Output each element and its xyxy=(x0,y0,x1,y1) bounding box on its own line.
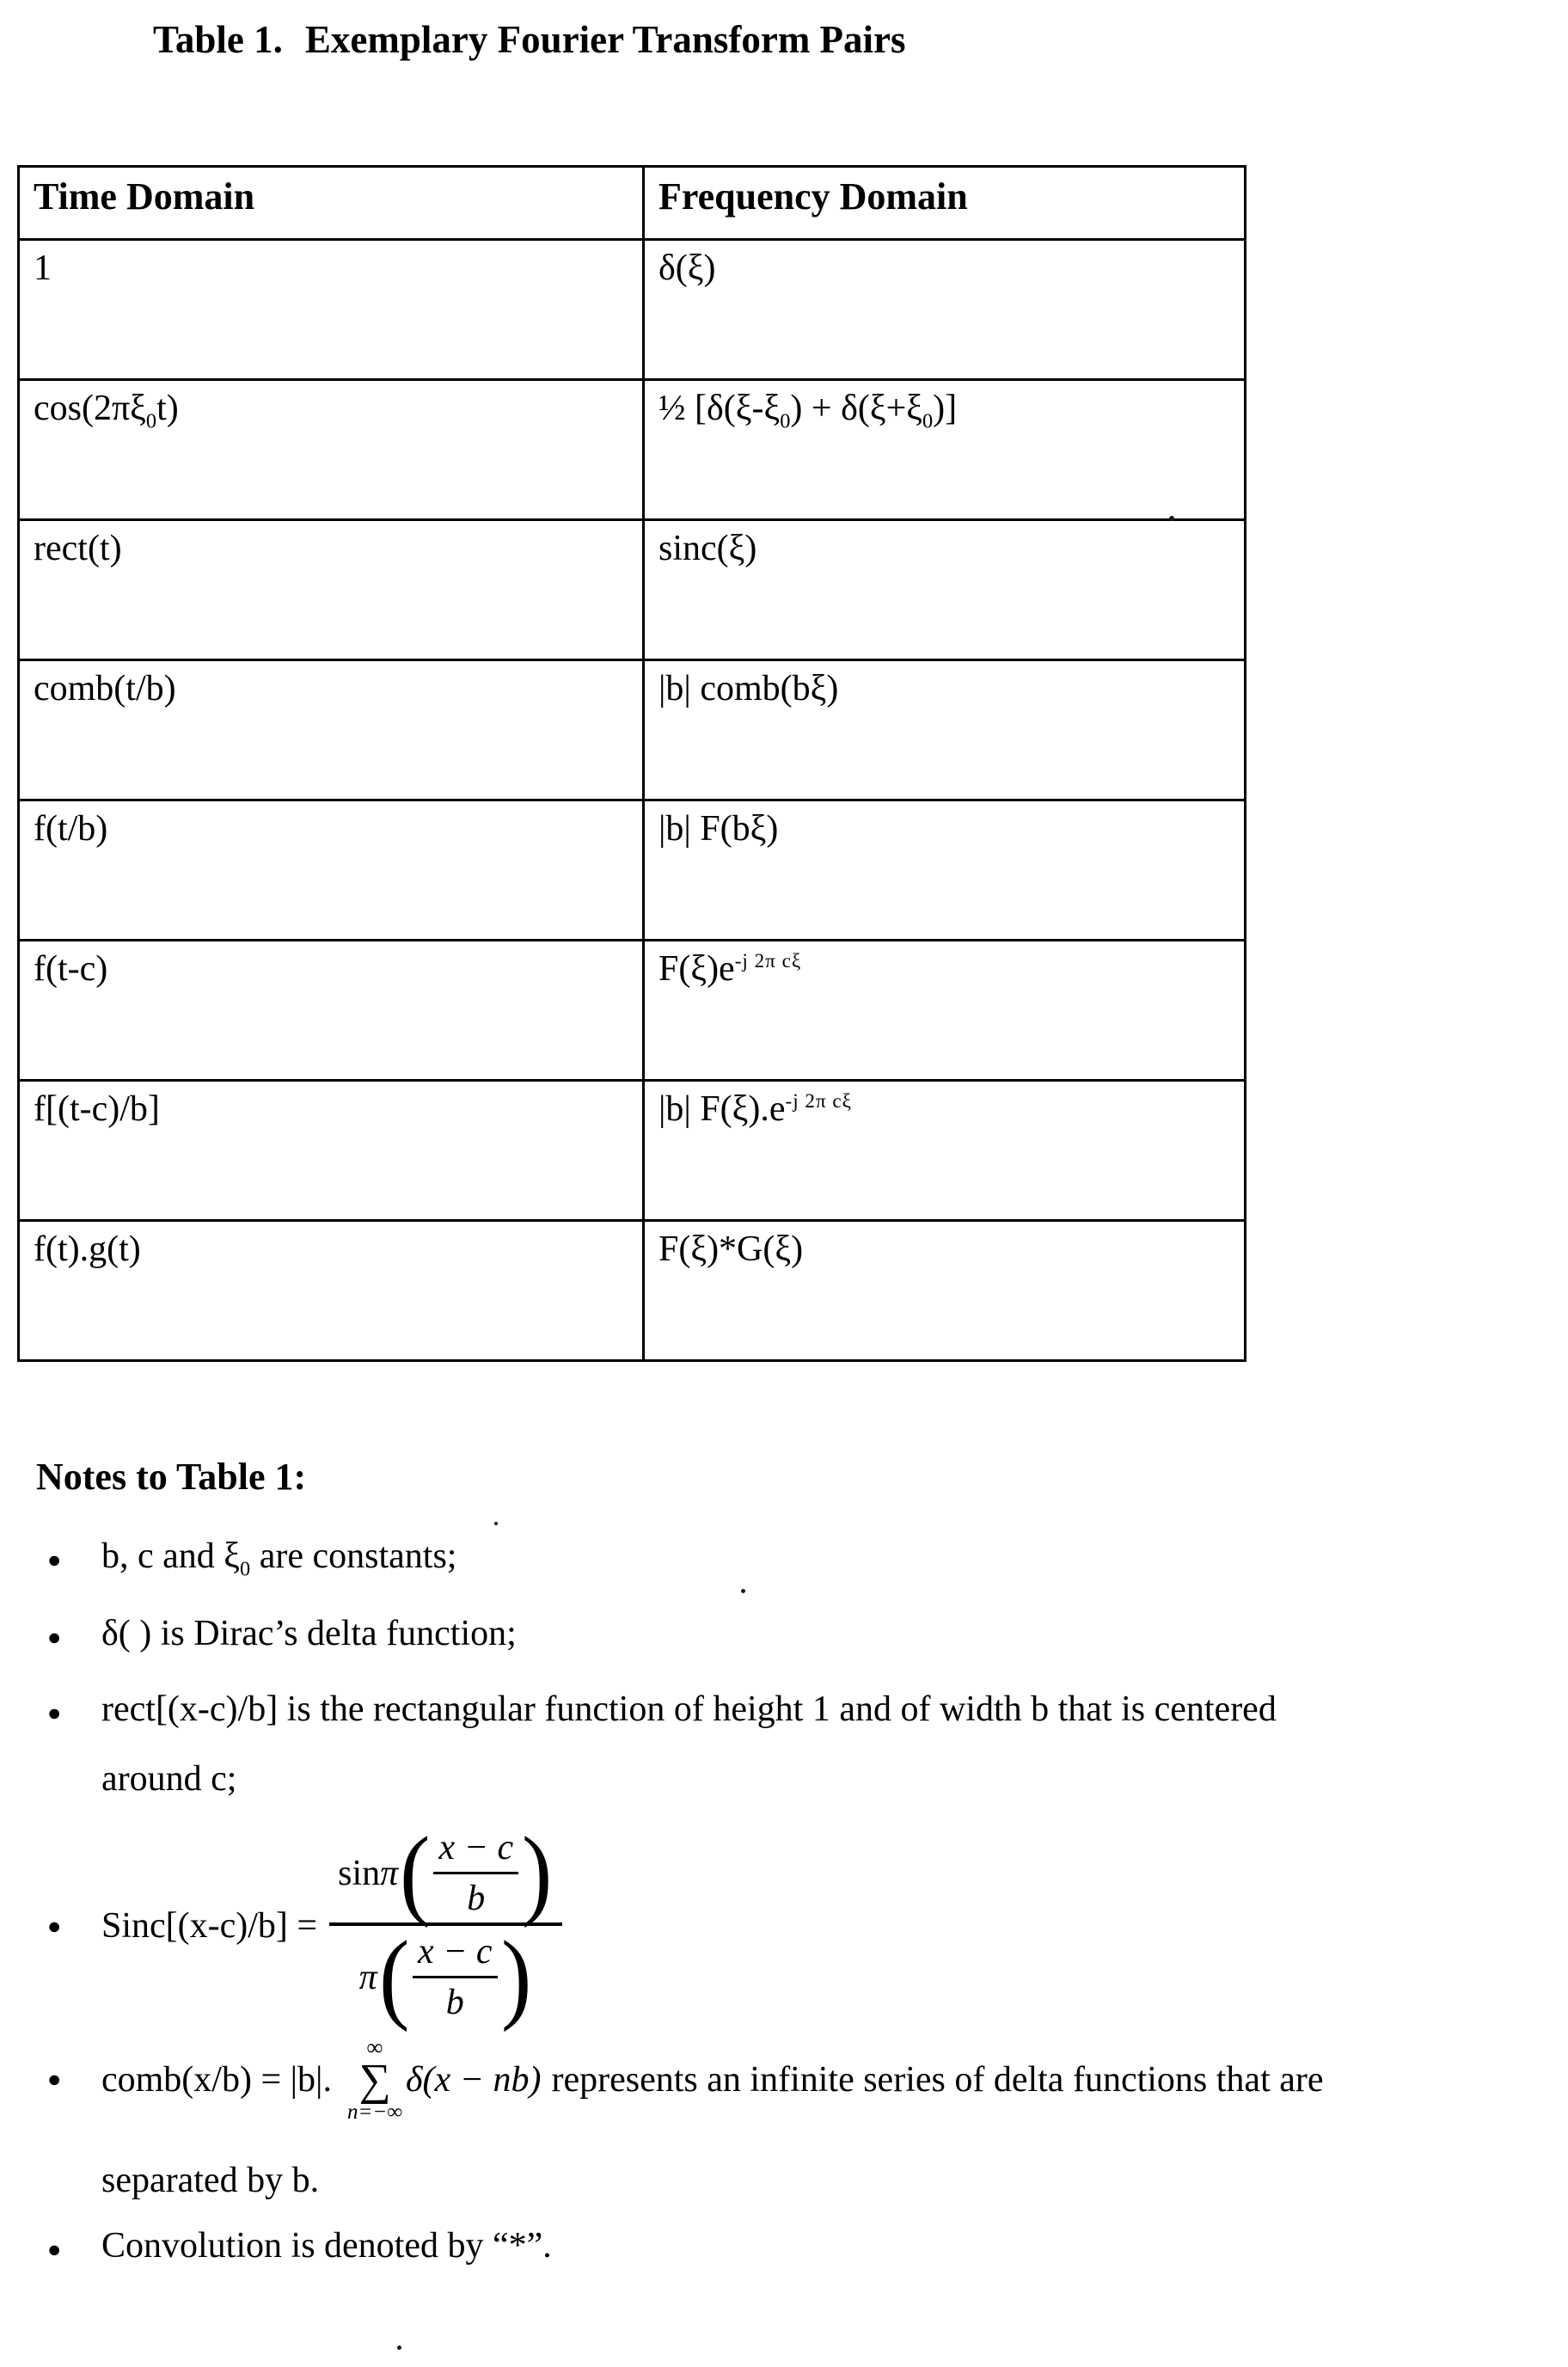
left-paren: ( xyxy=(400,1816,431,1929)
note-text: δ( ) is Dirac’s delta function; xyxy=(101,1614,517,1653)
bullet-icon: ● xyxy=(47,1912,62,1939)
frequency-domain-cell: ½ $[\delta(\xi-\xi_0) + \delta(\xi+\xi_0)]$ xyxy=(644,380,1246,520)
table-row xyxy=(19,1221,1246,1361)
table-row xyxy=(19,380,1246,520)
table-row xyxy=(19,800,1246,941)
page-title xyxy=(153,17,906,62)
table-row xyxy=(19,520,1246,660)
note-dirac-delta xyxy=(47,1613,517,1661)
col-header-time-domain: Time Domain xyxy=(19,167,644,240)
table-header-row xyxy=(19,167,1246,240)
right-paren: ) xyxy=(500,1920,531,2033)
frequency-domain-cell: $F(\xi)e^{-j 2\pi c\xi}$ xyxy=(644,941,1246,1081)
time-domain-cell: f(t).g(t) xyxy=(19,1221,644,1361)
comb-lhs: comb(x/b) = |b|. xyxy=(101,2059,332,2100)
frequency-domain-cell: |b| $F(\xi).e^{-j 2\pi c\xi}$ xyxy=(644,1081,1246,1221)
scan-speck-artifact xyxy=(397,2346,401,2350)
note-text: Convolution is denoted by “*”. xyxy=(101,2226,552,2266)
col-header-frequency-domain: Frequency Domain xyxy=(644,167,1246,240)
frequency-domain-cell: |b| F(bξ) xyxy=(644,800,1246,941)
inner-fraction: x − c b xyxy=(433,1827,518,1919)
bullet-icon: ● xyxy=(47,1624,62,1650)
table-caption-number: Table 1. xyxy=(153,18,283,61)
left-paren: ( xyxy=(378,1920,409,2033)
table-caption-text: Exemplary Fourier Transform Pairs xyxy=(304,18,906,61)
note-convolution xyxy=(47,2225,552,2273)
delta-series-term: δ(x − nb) xyxy=(406,2059,542,2100)
sum-upper-limit: ∞ xyxy=(366,2034,383,2060)
note-text: represents an infinite series of delta functions that are xyxy=(551,2059,1324,2100)
note-comb-definition xyxy=(47,2036,1324,2123)
note-line-1: rect[(x-c)/b] is the rectangular function of height 1 and of width b that is centered xyxy=(101,1689,1277,1729)
frequency-domain-cell: |b| comb(bξ) xyxy=(644,660,1246,800)
time-domain-cell: rect(t) xyxy=(19,520,644,660)
table-row xyxy=(19,240,1246,380)
note-text xyxy=(101,1689,1277,1800)
note-rect-function xyxy=(47,1689,1277,1800)
table-row xyxy=(19,660,1246,800)
note-sinc-definition xyxy=(47,1816,562,2033)
time-domain-cell: f(t-c) xyxy=(19,941,644,1081)
right-paren: ) xyxy=(522,1816,553,1929)
scan-speck-artifact xyxy=(741,1589,745,1593)
note-comb-line-2: separated by b. xyxy=(101,2161,320,2200)
table-row xyxy=(19,1081,1246,1221)
fourier-pairs-table xyxy=(17,165,1246,1362)
note-text: b, c and $\xi_0$ are constants; xyxy=(101,1536,457,1581)
frequency-domain-cell: δ(ξ) xyxy=(644,240,1246,380)
sinc-lhs: Sinc[(x-c)/b] = xyxy=(101,1906,318,1946)
time-domain-cell: $\cos(2\pi\xi_0t)$ xyxy=(19,380,644,520)
time-domain-cell: f(t/b) xyxy=(19,800,644,941)
sinc-numerator: sin π ( x − c b ) xyxy=(338,1816,553,1929)
sum-lower-limit: n=−∞ xyxy=(346,2100,403,2125)
inner-fraction: x − c b xyxy=(413,1931,498,2023)
scan-speck-artifact xyxy=(494,1522,498,1525)
time-domain-cell: f[(t-c)/b] xyxy=(19,1081,644,1221)
table-row xyxy=(19,941,1246,1081)
sinc-fraction xyxy=(329,1816,562,2033)
note-line-2: around c; xyxy=(101,1759,237,1799)
time-domain-cell: 1 xyxy=(19,240,644,380)
note-constants xyxy=(47,1536,456,1584)
time-domain-cell: comb(t/b) xyxy=(19,660,644,800)
frequency-domain-cell: F(ξ)*G(ξ) xyxy=(644,1221,1246,1361)
notes-heading: Notes to Table 1: xyxy=(36,1456,307,1498)
bullet-icon: ● xyxy=(47,1700,62,1726)
sigma-icon: ∑ xyxy=(358,2056,391,2105)
bullet-icon: ● xyxy=(47,1547,62,1573)
bullet-icon: ● xyxy=(47,2066,62,2093)
sinc-denominator: π ( x − c b ) xyxy=(329,1922,562,2027)
scan-speck-artifact xyxy=(1169,516,1174,521)
bullet-icon: ● xyxy=(47,2236,62,2262)
summation xyxy=(347,2036,402,2123)
frequency-domain-cell: sinc(ξ) xyxy=(644,520,1246,660)
